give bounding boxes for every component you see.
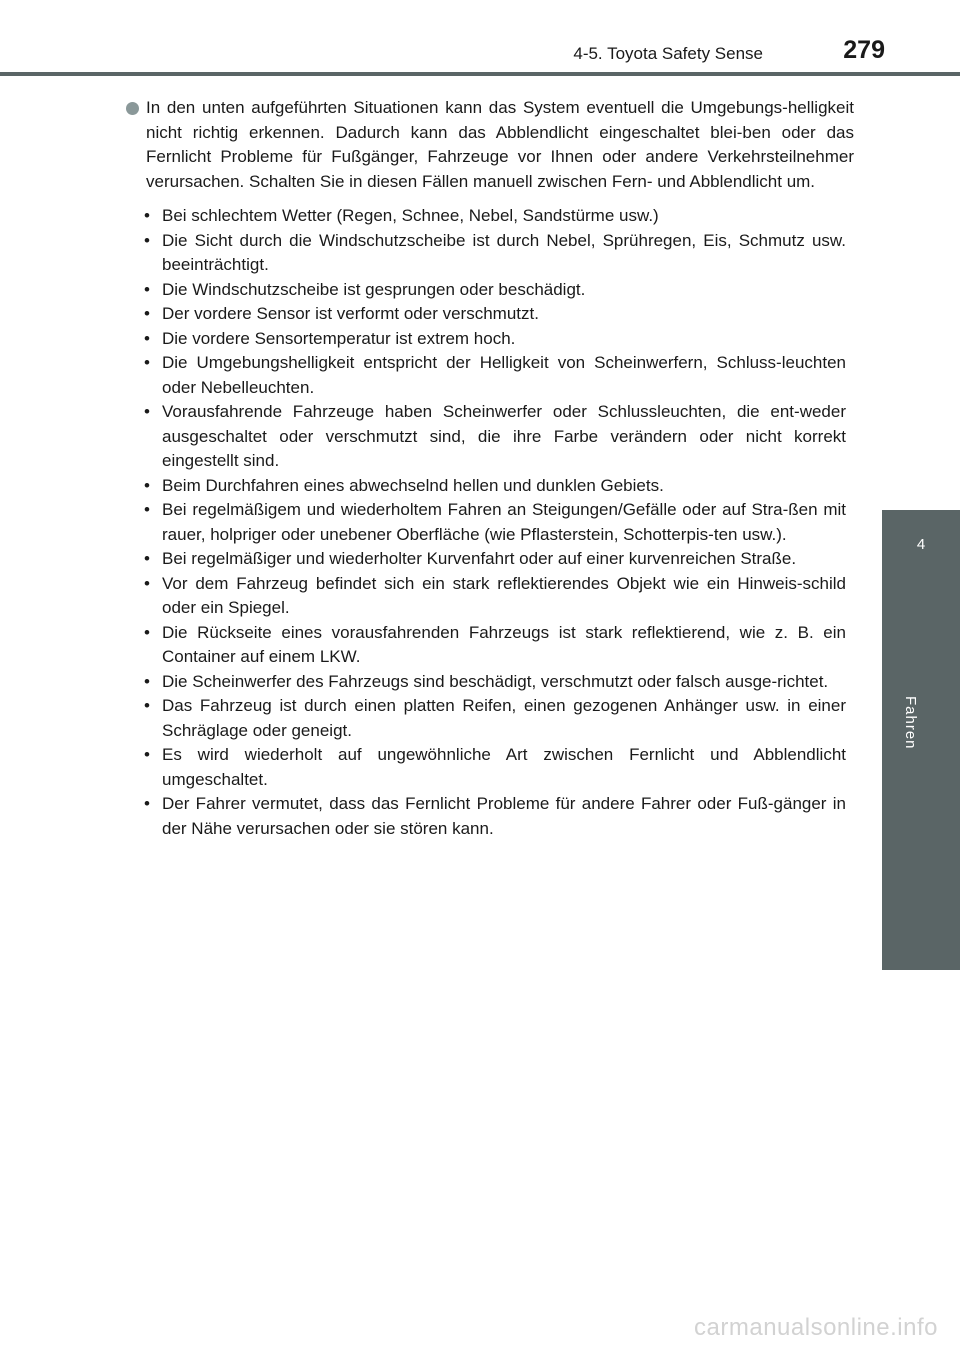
bullet-dot-icon: • <box>144 622 150 642</box>
list-item-text: Die vordere Sensortemperatur ist extrem hoch. <box>162 328 516 348</box>
list-item <box>126 278 854 303</box>
bullet-dot-icon: • <box>144 353 150 372</box>
list-item <box>126 229 854 278</box>
list-item-text: Es wird wiederholt auf ungewöhnliche Art zwischen Fernlicht und Abblendlicht umgeschaltet. <box>162 745 846 789</box>
bullet-dot-icon: • <box>144 328 150 348</box>
section-title: 4-5. Toyota Safety Sense <box>573 44 763 63</box>
header-rule <box>0 72 960 76</box>
list-item <box>126 204 854 229</box>
bullet-dot-icon: • <box>144 206 150 225</box>
list-item <box>126 694 854 743</box>
intro-text: In den unten aufgeführten Situationen kann das System eventuell die Umgebungs-helligkeit nicht richtig erkennen. Dadurch kann das Abblendlicht eingeschaltet blei-ben oder das Fernlicht Probleme für Fußgänger, Fahrzeuge vor Ihnen oder andere Verkehrsteilnehmer verursachen. Schalten Sie in diesen Fällen manuell zwischen Fern- und Abblendlicht um. <box>146 98 854 191</box>
list-item-text: Das Fahrzeug ist durch einen platten Reifen, einen gezogenen Anhänger usw. in einer Schräglage oder geneigt. <box>162 696 846 740</box>
list-item-text: Die Scheinwerfer des Fahrzeugs sind beschädigt, verschmutzt oder falsch ausge-richtet. <box>162 671 829 691</box>
chapter-side-tab <box>882 510 960 970</box>
list-item <box>126 792 854 841</box>
watermark: carmanualsonline.info <box>694 1314 938 1341</box>
list-item-text: Der vordere Sensor ist verformt oder verschmutzt. <box>162 304 539 323</box>
list-item <box>126 547 854 572</box>
list-item-text: Vorausfahrende Fahrzeuge haben Scheinwerfer oder Schlussleuchten, die ent-weder ausgeschaltet oder verschmutzt sind, die ihre Farbe verändern oder nicht korrekt eingestellt sind. <box>162 402 846 470</box>
bullet-dot-icon: • <box>144 745 150 764</box>
list-item <box>126 327 854 352</box>
list-item-text: Bei regelmäßigem und wiederholtem Fahren an Steigungen/Gefälle oder auf Stra-ßen mit rauer, holpriger oder unebener Oberfläche (wie Pflasterstein, Schotterpis-ten usw.). <box>162 500 846 544</box>
list-item <box>126 670 854 695</box>
list-item-text: Bei regelmäßiger und wiederholter Kurvenfahrt oder auf einer kurvenreichen Straße. <box>162 549 797 568</box>
list-item-text: Vor dem Fahrzeug befindet sich ein stark reflektierendes Objekt wie ein Hinweis-schild oder ein Spiegel. <box>162 573 846 617</box>
page-header <box>0 0 960 80</box>
list-item <box>126 743 854 792</box>
list-item <box>126 302 854 327</box>
chapter-label-box <box>882 596 960 970</box>
bullet-dot-icon: • <box>144 696 150 715</box>
chapter-number: 4 <box>916 536 926 553</box>
list-item-text: Die Rückseite eines vorausfahrenden Fahrzeugs ist stark reflektierend, wie z. B. ein Container auf einem LKW. <box>162 622 846 666</box>
bullet-dot-icon: • <box>144 279 150 299</box>
chapter-number-box <box>882 510 960 596</box>
list-item-text: Bei schlechtem Wetter (Regen, Schnee, Nebel, Sandstürme usw.) <box>162 206 659 225</box>
list-item <box>126 400 854 474</box>
list-item <box>126 621 854 670</box>
list-item-text: Die Sicht durch die Windschutzscheibe ist durch Nebel, Sprühregen, Eis, Schmutz usw. beeinträchtigt. <box>162 230 846 274</box>
bullet-dot-icon: • <box>144 671 150 691</box>
bullet-dot-icon: • <box>144 304 150 323</box>
circle-bullet-icon <box>126 102 139 115</box>
bullet-dot-icon: • <box>144 402 150 421</box>
situation-list <box>126 204 854 841</box>
list-item <box>126 498 854 547</box>
bullet-dot-icon: • <box>144 230 150 250</box>
bullet-dot-icon: • <box>144 573 150 593</box>
list-item <box>126 474 854 499</box>
chapter-label: Fahren <box>902 696 919 750</box>
page-number: 279 <box>843 36 885 64</box>
list-item-text: Die Umgebungshelligkeit entspricht der Helligkeit von Scheinwerfern, Schluss-leuchten oder Nebelleuchten. <box>162 353 846 397</box>
intro-paragraph <box>126 96 854 194</box>
list-item-text: Der Fahrer vermutet, dass das Fernlicht Probleme für andere Fahrer oder Fuß-gänger in der Nähe verursachen oder sie stören kann. <box>162 794 846 838</box>
bullet-dot-icon: • <box>144 500 150 519</box>
list-item <box>126 572 854 621</box>
list-item-text: Die Windschutzscheibe ist gesprungen oder beschädigt. <box>162 279 586 299</box>
bullet-dot-icon: • <box>144 549 150 568</box>
list-item <box>126 351 854 400</box>
bullet-dot-icon: • <box>144 475 150 495</box>
list-item-text: Beim Durchfahren eines abwechselnd hellen und dunklen Gebiets. <box>162 475 664 495</box>
bullet-dot-icon: • <box>144 794 150 813</box>
page-content <box>126 96 854 841</box>
